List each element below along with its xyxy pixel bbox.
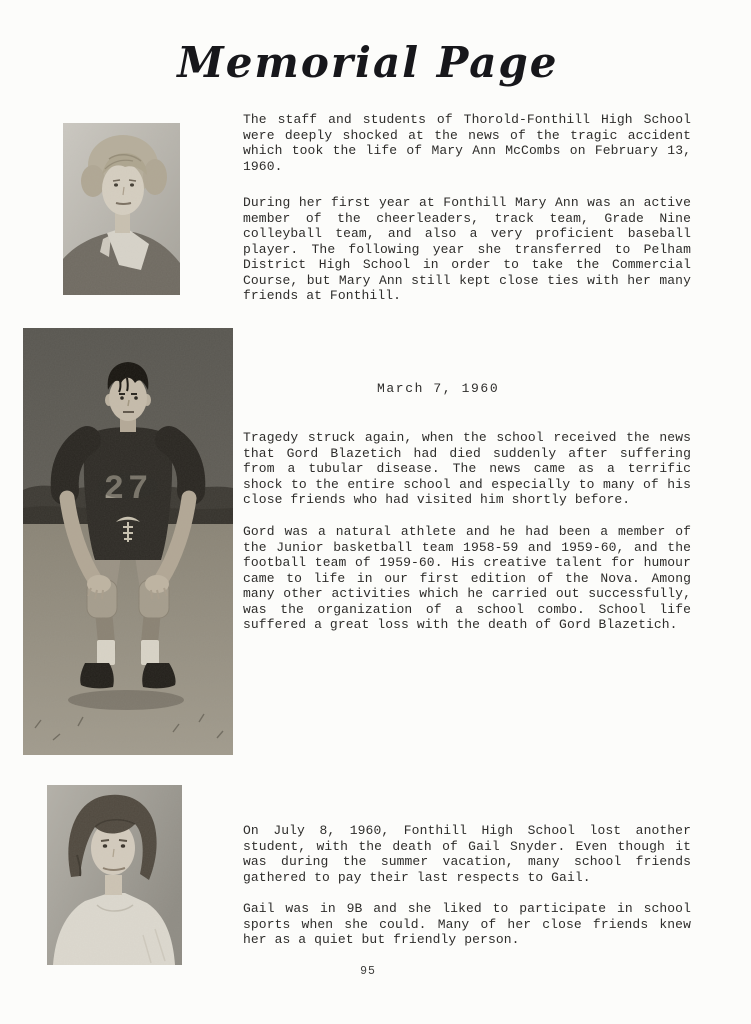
paragraph-gail-activities: Gail was in 9B and she liked to participate in school sports when she could. Many of her close friends knew her as a quiet but friendly person. [243,901,691,947]
photo-gail-snyder [47,785,182,965]
photo-mary-ann-mccombs [63,123,180,295]
jersey-number: 27 [103,471,153,509]
portrait-illustration [47,785,182,965]
paragraph-gord-intro: Tragedy struck again, when the school received the news that Gord Blazetich had died suddenly after suffering from a tubular disease. The news came as a terrific shock to the entire school and especially to many of his close friends who had visited him shortly before. [243,430,691,507]
page-number: 95 [360,965,376,978]
football-player-illustration [23,328,233,755]
section-heading-march-date: March 7, 1960 [377,381,500,396]
paragraph-gord-activities: Gord was a natural athlete and he had been a member of the Junior basketball team 1958-59 and 1959-60, and the football team of 1959-60. His creative talent for humour came to life in our first edition of the Nova. Among many other activities which he carried out successfully, was the organization of a school combo. School life suffered a great loss with the death of Gord Blazetich. [243,524,691,632]
paragraph-mary-ann-intro: The staff and students of Thorold-Fonthill High School were deeply shocked at the news of the tragic accident which took the life of Mary Ann McCombs on February 13, 1960. [243,112,691,174]
photo-gord-blazetich [23,328,233,755]
portrait-illustration [63,123,180,295]
page-title: Memorial Page [177,38,559,87]
paragraph-mary-ann-activities: During her first year at Fonthill Mary Ann was an active member of the cheerleaders, track team, Grade Nine colleyball team, and also a very proficient baseball player. The following year she transferred to Pelham District High School in order to take the Commercial Course, but Mary Ann still kept close ties with her many friends at Fonthill. [243,195,691,303]
paragraph-gail-intro: On July 8, 1960, Fonthill High School lost another student, with the death of Gail Snyder. Even though it was during the summer vacation, many school friends gathered to pay their last respects to Gail. [243,823,691,885]
